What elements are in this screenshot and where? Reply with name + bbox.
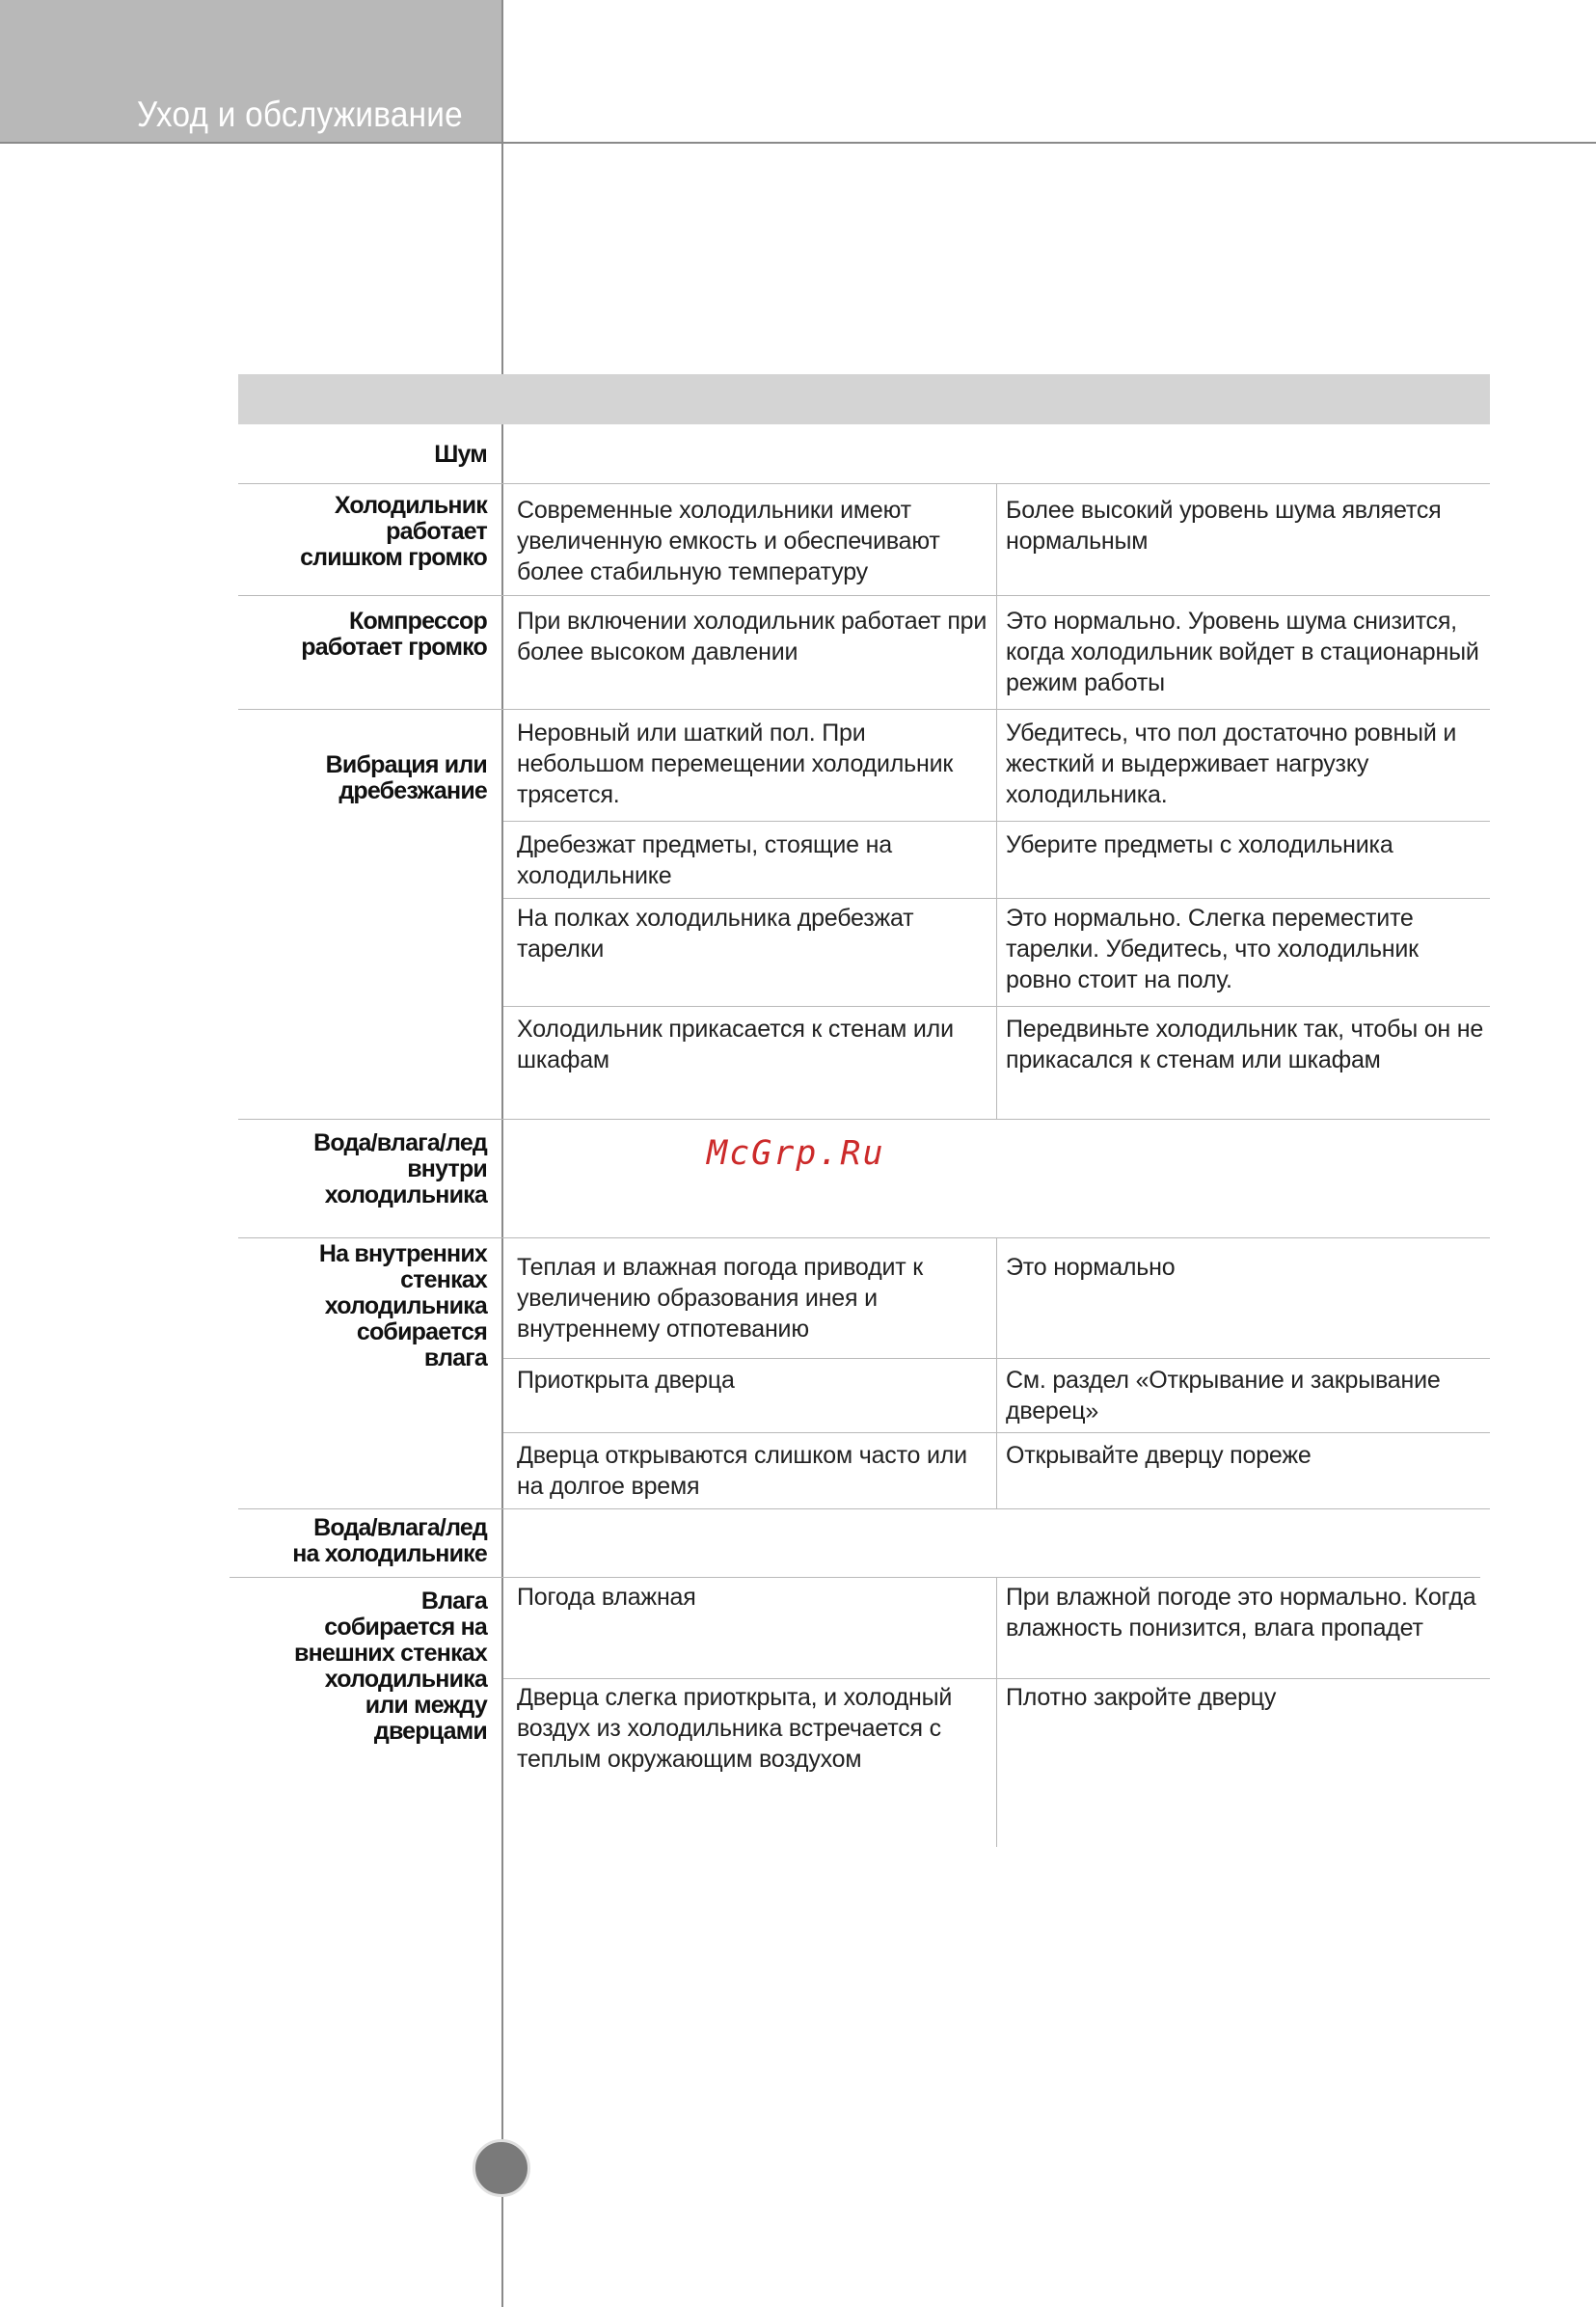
solution-text: Более высокий уровень шума является нормальным — [1006, 497, 1442, 555]
cause-text: Дверца слегка приоткрыта, и холодный воздух из холодильника встречается с теплым окружающим воздухом — [517, 1684, 953, 1773]
cause-text: При включении холодильник работает при более высоком давлении — [517, 608, 987, 665]
problem-label: На внутренних стенках холодильника собирается влага — [318, 1240, 487, 1371]
solution-text: Это нормально — [1006, 1254, 1176, 1281]
row-divider — [238, 1119, 1490, 1120]
cause-text: Современные холодильники имеют увеличенную емкость и обеспечивают более стабильную температуру — [517, 497, 940, 585]
watermark: McGrp.Ru — [707, 1134, 885, 1173]
cause-text: Теплая и влажная погода приводит к увеличению образования инея и внутреннему отпотеванию — [517, 1254, 923, 1343]
solution-text: Это нормально. Уровень шума снизится, когда холодильник войдет в стационарный режим работы — [1006, 608, 1479, 696]
solution-text: Плотно закройте дверцу — [1006, 1684, 1277, 1711]
row-divider — [238, 1508, 1490, 1509]
problem-label: Компрессор работает громко — [301, 608, 487, 661]
solution-text: Убедитесь, что пол достаточно ровный и жесткий и выдерживает нагрузку холодильника. — [1006, 719, 1457, 808]
row-divider — [230, 1577, 1480, 1578]
row-divider — [238, 1237, 1490, 1238]
cause-text: Неровный или шаткий пол. При небольшом перемещении холодильник трясется. — [517, 719, 954, 808]
solution-text: Открывайте дверцу пореже — [1006, 1442, 1312, 1469]
section-heading-inside: Вода/влага/лед внутри холодильника — [313, 1129, 487, 1208]
solution-text: При влажной погоде это нормально. Когда влажность понизится, влага пропадет — [1006, 1584, 1476, 1642]
solution-text: См. раздел «Открывание и закрывание дверец» — [1006, 1367, 1441, 1425]
section-heading-outside: Вода/влага/лед на холодильнике — [292, 1514, 487, 1567]
cause-text: Приоткрыта дверца — [517, 1367, 735, 1394]
row-divider — [238, 595, 1490, 596]
section-title: Уход и обслуживание — [137, 95, 463, 134]
cause-text: Погода влажная — [517, 1584, 696, 1611]
solution-text: Передвиньте холодильник так, чтобы он не прикасался к стенам или шкафам — [1006, 1016, 1484, 1073]
solution-text: Это нормально. Слегка переместите тарелки. Убедитесь, что холодильник ровно стоит на полу. — [1006, 905, 1419, 993]
problem-label: Влага собирается на внешних стенках холодильника или между дверцами — [294, 1588, 487, 1745]
row-divider — [238, 709, 1490, 710]
margin-rule — [501, 424, 503, 2307]
column-divider — [996, 483, 997, 1120]
page-number-dot — [473, 2139, 530, 2197]
table-header-band — [238, 374, 1490, 424]
column-divider — [996, 1577, 997, 1847]
cause-text: На полках холодильника дребезжат тарелки — [517, 905, 914, 963]
margin-rule — [501, 0, 503, 374]
header-divider — [0, 142, 1596, 144]
problem-label: Вибрация или дребезжание — [325, 751, 487, 804]
cause-text: Дребезжат предметы, стоящие на холодильнике — [517, 831, 892, 889]
cause-text: Дверца открываются слишком часто или на долгое время — [517, 1442, 967, 1500]
column-divider — [996, 1237, 997, 1509]
solution-text: Уберите предметы с холодильника — [1006, 831, 1393, 858]
cause-text: Холодильник прикасается к стенам или шкафам — [517, 1016, 954, 1073]
section-heading-noise: Шум — [434, 441, 487, 468]
problem-label: Холодильник работает слишком громко — [300, 492, 487, 571]
row-divider — [238, 483, 1490, 484]
